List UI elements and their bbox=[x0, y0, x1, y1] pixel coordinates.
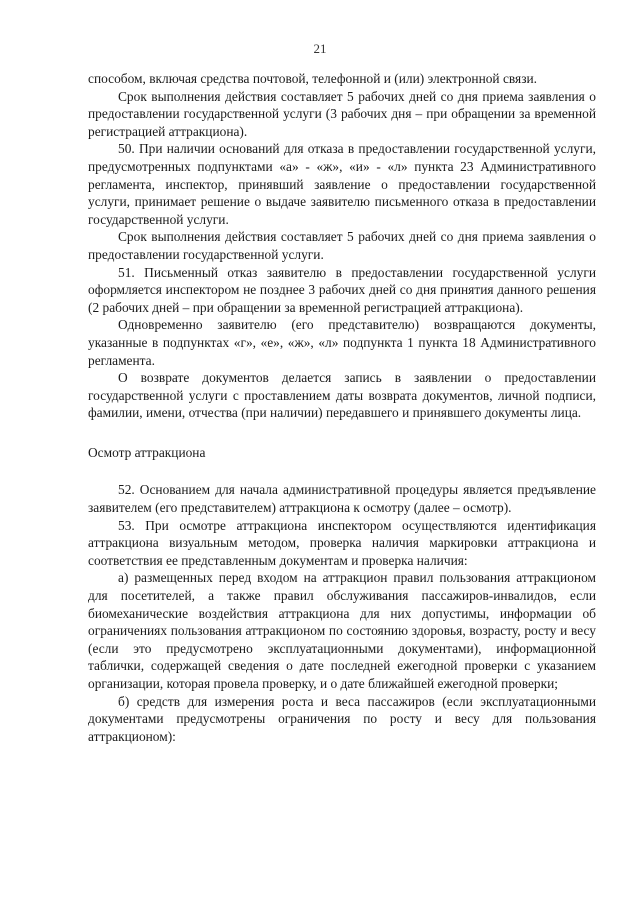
paragraph: Одновременно заявителю (его представителю) возвращаются документы, указанные в подпунктах «г», «е», «ж», «л» подпункта 1 пункта 18 Административного регламента. bbox=[88, 317, 596, 368]
paragraph-item-53: 53. При осмотре аттракциона инспектором осуществляются идентификация аттракциона визуальным методом, проверка наличия маркировки аттракциона и соответствия ее представленным документам и проверка наличия: bbox=[88, 517, 596, 568]
page-number: 21 bbox=[313, 41, 327, 56]
subitem-a: а) размещенных перед входом на аттракцион правил пользования аттракционом для посетителей, а также правил обслуживания пассажиров-инвалидов, если биомеханические воздействия аттракциона для них допустимы, информации об ограничениях пользования аттракционом по состоянию здоровья, возрасту, росту и весу (если это предусмотрено эксплуатационными документами), информационной таблички, содержащей сведения о дате последней ежегодной проверки с указанием организации, которая провела проверку, и о дате ближайшей ежегодной проверки; bbox=[88, 570, 596, 691]
document-body bbox=[88, 70, 596, 745]
paragraph: О возврате документов делается запись в заявлении о предоставлении государственной услуги с проставлением даты возврата документов, личной подписи, фамилии, имени, отчества (при наличии) передавшего и принявшего документы лица. bbox=[88, 370, 596, 421]
paragraph-continuation: способом, включая средства почтовой, телефонной и (или) электронной связи. bbox=[88, 71, 537, 86]
paragraph-item-50: 50. При наличии оснований для отказа в предоставлении государственной услуги, предусмотренных подпунктами «а» - «ж», «и» - «л» пункта 23 Административного регламента, инспектор, принявший заявление о предоставлении государственной услуги, принимает решение о выдаче заявителю письменного отказа в предоставлении государственной услуги. bbox=[88, 141, 596, 227]
paragraph-item-52: 52. Основанием для начала административной процедуры является предъявление заявителем (его представителем) аттракциона к осмотру (далее – осмотр). bbox=[88, 482, 596, 516]
paragraph: Срок выполнения действия составляет 5 рабочих дней со дня приема заявления о предоставлении государственной услуги. bbox=[88, 229, 596, 262]
paragraph-item-51: 51. Письменный отказ заявителю в предоставлении государственной услуги оформляется инспектором не позднее 3 рабочих дней со дня принятия данного решения (2 рабочих дней – при обращении за временной регистрацией аттракциона). bbox=[88, 264, 596, 315]
paragraph: Срок выполнения действия составляет 5 рабочих дней со дня приема заявления о предоставлении государственной услуги (3 рабочих дня – при обращении за временной регистрацией аттракциона). bbox=[88, 88, 596, 139]
section-heading: Осмотр аттракциона bbox=[88, 444, 206, 460]
subitem-b: б) средств для измерения роста и веса пассажиров (если эксплуатационными документами предусмотрены ограничения по росту и весу для пользования аттракционом): bbox=[88, 693, 596, 744]
